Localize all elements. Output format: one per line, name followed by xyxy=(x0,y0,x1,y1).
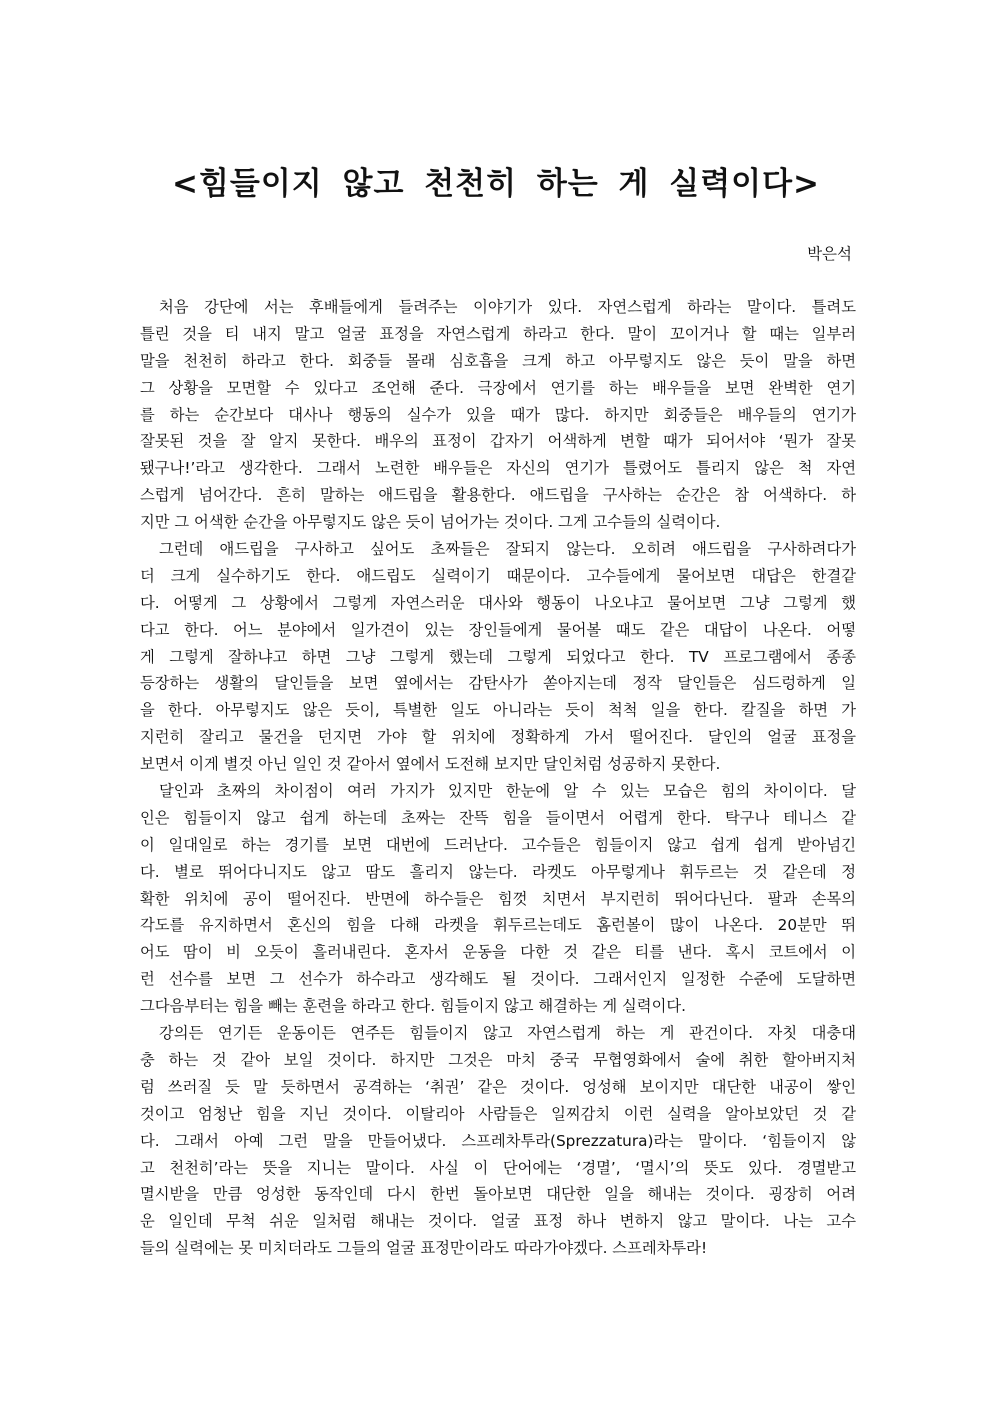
text-line: 그 상황을 모면할 수 있다고 조언해 준다. 극장에서 연기를 하는 배우들을 보면 완벽한 연기 xyxy=(140,378,856,397)
text-line: 게 그렇게 잘하냐고 하면 그냥 그렇게 했는데 그렇게 되었다고 한다. TV 프로그램에서 종종 xyxy=(140,647,856,666)
text-line: 멸시받을 만큼 엉성한 동작인데 다시 한번 돌아보면 대단한 일을 해내는 것이다. 굉장히 어려 xyxy=(140,1185,856,1204)
text-line: 이 일대일로 하는 경기를 보면 대번에 드러난다. 고수들은 힘들이지 않고 쉽게 쉽게 받아넘긴 xyxy=(140,835,856,854)
text-line: 다. 그래서 아예 그런 말을 만들어냈다. 스프레차투라(Sprezzatura)라는 말이다. ‘힘들이지 않 xyxy=(140,1131,856,1150)
document-title: <힘들이지 않고 천천히 하는 게 실력이다> xyxy=(171,166,821,202)
text-line: 지만 그 어색한 순간을 아무렇지도 않은 듯이 넘어가는 것이다. 그게 고수들의 실력이다. xyxy=(140,513,721,532)
text-line: 고 천천히’라는 뜻을 지니는 말이다. 사실 이 단어에는 ‘경멸’, ‘멸시’의 뜻도 있다. 경멸받고 xyxy=(140,1158,856,1177)
text-line: 틀린 것을 티 내지 말고 얼굴 표정을 자연스럽게 하라고 한다. 말이 꼬이거나 할 때는 일부러 xyxy=(140,324,856,343)
paragraph xyxy=(140,778,856,1020)
paragraph xyxy=(140,536,856,778)
text-line: 강의든 연기든 운동이든 연주든 힘들이지 않고 자연스럽게 하는 게 관건이다. 자칫 대충대 xyxy=(159,1024,856,1043)
document-body xyxy=(140,294,856,1262)
text-line: 를 하는 순간보다 대사나 행동의 실수가 있을 때가 많다. 하지만 회중들은 배우들의 연기가 xyxy=(140,405,856,424)
text-line: 다. 어떻게 그 상황에서 그렇게 자연스러운 대사와 행동이 나오냐고 물어보면 그냥 그렇게 했 xyxy=(140,593,856,612)
text-line: 인은 힘들이지 않고 쉽게 하는데 초짜는 잔뜩 힘을 들이면서 어렵게 한다. 탁구나 테니스 같 xyxy=(140,808,856,827)
text-line: 운 일인데 무척 쉬운 일처럼 해내는 것이다. 얼굴 표정 하나 변하지 않고 말이다. 나는 고수 xyxy=(140,1212,856,1231)
text-line: 충 하는 것 같아 보일 것이다. 하지만 그것은 마치 중국 무협영화에서 술에 취한 할아버지처 xyxy=(140,1050,856,1069)
text-line: 어도 땀이 비 오듯이 흘러내린다. 혼자서 운동을 다한 것 같은 티를 낸다. 혹시 코트에서 이 xyxy=(140,943,856,962)
paragraph xyxy=(140,294,856,536)
text-line: 등장하는 생활의 달인들을 보면 옆에서는 감탄사가 쏟아지는데 정작 달인들은 심드렁하게 일 xyxy=(140,674,856,693)
text-line: 그다음부터는 힘을 빼는 훈련을 하라고 한다. 힘들이지 않고 해결하는 게 실력이다. xyxy=(140,997,686,1016)
text-line: 확한 위치에 공이 떨어진다. 반면에 하수들은 힘껏 치면서 부지런히 뛰어다닌다. 팔과 손목의 xyxy=(140,889,856,908)
text-line: 다. 별로 뛰어다니지도 않고 땀도 흘리지 않는다. 라켓도 아무렇게나 휘두르는 것 같은데 정 xyxy=(140,862,856,881)
text-line: 각도를 유지하면서 혼신의 힘을 다해 라켓을 휘두르는데도 홈런볼이 많이 나온다. 20분만 뛰 xyxy=(140,916,856,935)
text-line: 말을 천천히 하라고 한다. 회중들 몰래 심호흡을 크게 하고 아무렇지도 않은 듯이 말을 하면 xyxy=(140,351,856,370)
text-line: 런 선수를 보면 그 선수가 하수라고 생각해도 될 것이다. 그래서인지 일정한 수준에 도달하면 xyxy=(140,970,856,989)
text-line: 처음 강단에 서는 후배들에게 들려주는 이야기가 있다. 자연스럽게 하라는 말이다. 틀려도 xyxy=(159,298,856,316)
text-line: 을 한다. 아무렇지도 않은 듯이, 특별한 일도 아니라는 듯이 척척 일을 한다. 칼질을 하면 가 xyxy=(140,701,856,720)
text-line: 보면서 이게 별것 아닌 일인 것 같아서 옆에서 도전해 보지만 달인처럼 성공하지 못한다. xyxy=(140,755,721,774)
text-line: 더 크게 실수하기도 한다. 애드립도 실력이기 때문이다. 고수들에게 물어보면 대답은 한결같 xyxy=(140,566,856,585)
text-line: 것이고 엄청난 힘을 지닌 것이다. 이탈리아 사람들은 일찌감치 이런 실력을 알아보았던 것 같 xyxy=(140,1104,856,1123)
text-line: 스럽게 넘어간다. 흔히 말하는 애드립을 활용한다. 애드립을 구사하는 순간은 참 어색하다. 하 xyxy=(140,486,856,505)
text-line: 그런데 애드립을 구사하고 싶어도 초짜들은 잘되지 않는다. 오히려 애드립을 구사하려다가 xyxy=(159,540,856,559)
text-line: 됐구나!’라고 생각한다. 그래서 노련한 배우들은 자신의 연기가 틀렸어도 틀리지 않은 척 자연 xyxy=(140,459,856,478)
paragraph xyxy=(140,1020,856,1262)
text-line: 들의 실력에는 못 미치더라도 그들의 얼굴 표정만이라도 따라가야겠다. 스프레차투라! xyxy=(140,1239,708,1258)
text-line: 지런히 잘리고 물건을 던지면 가야 할 위치에 정확하게 가서 떨어진다. 달인의 얼굴 표정을 xyxy=(140,728,856,747)
text-line: 잘못된 것을 잘 알지 못한다. 배우의 표정이 갑자기 어색하게 변할 때가 되어서야 ‘뭔가 잘못 xyxy=(140,432,856,451)
author-name: 박은석 xyxy=(807,245,852,263)
text-line: 달인과 초짜의 차이점이 여러 가지가 있지만 한눈에 알 수 있는 모습은 힘의 차이이다. 달 xyxy=(159,782,856,801)
text-line: 다고 한다. 어느 분야에서 일가견이 있는 장인들에게 물어볼 때도 같은 대답이 나온다. 어떻 xyxy=(140,620,856,639)
text-line: 럼 쓰러질 듯 말 듯하면서 공격하는 ‘취권’ 같은 것이다. 엉성해 보이지만 대단한 내공이 쌓인 xyxy=(140,1077,856,1096)
